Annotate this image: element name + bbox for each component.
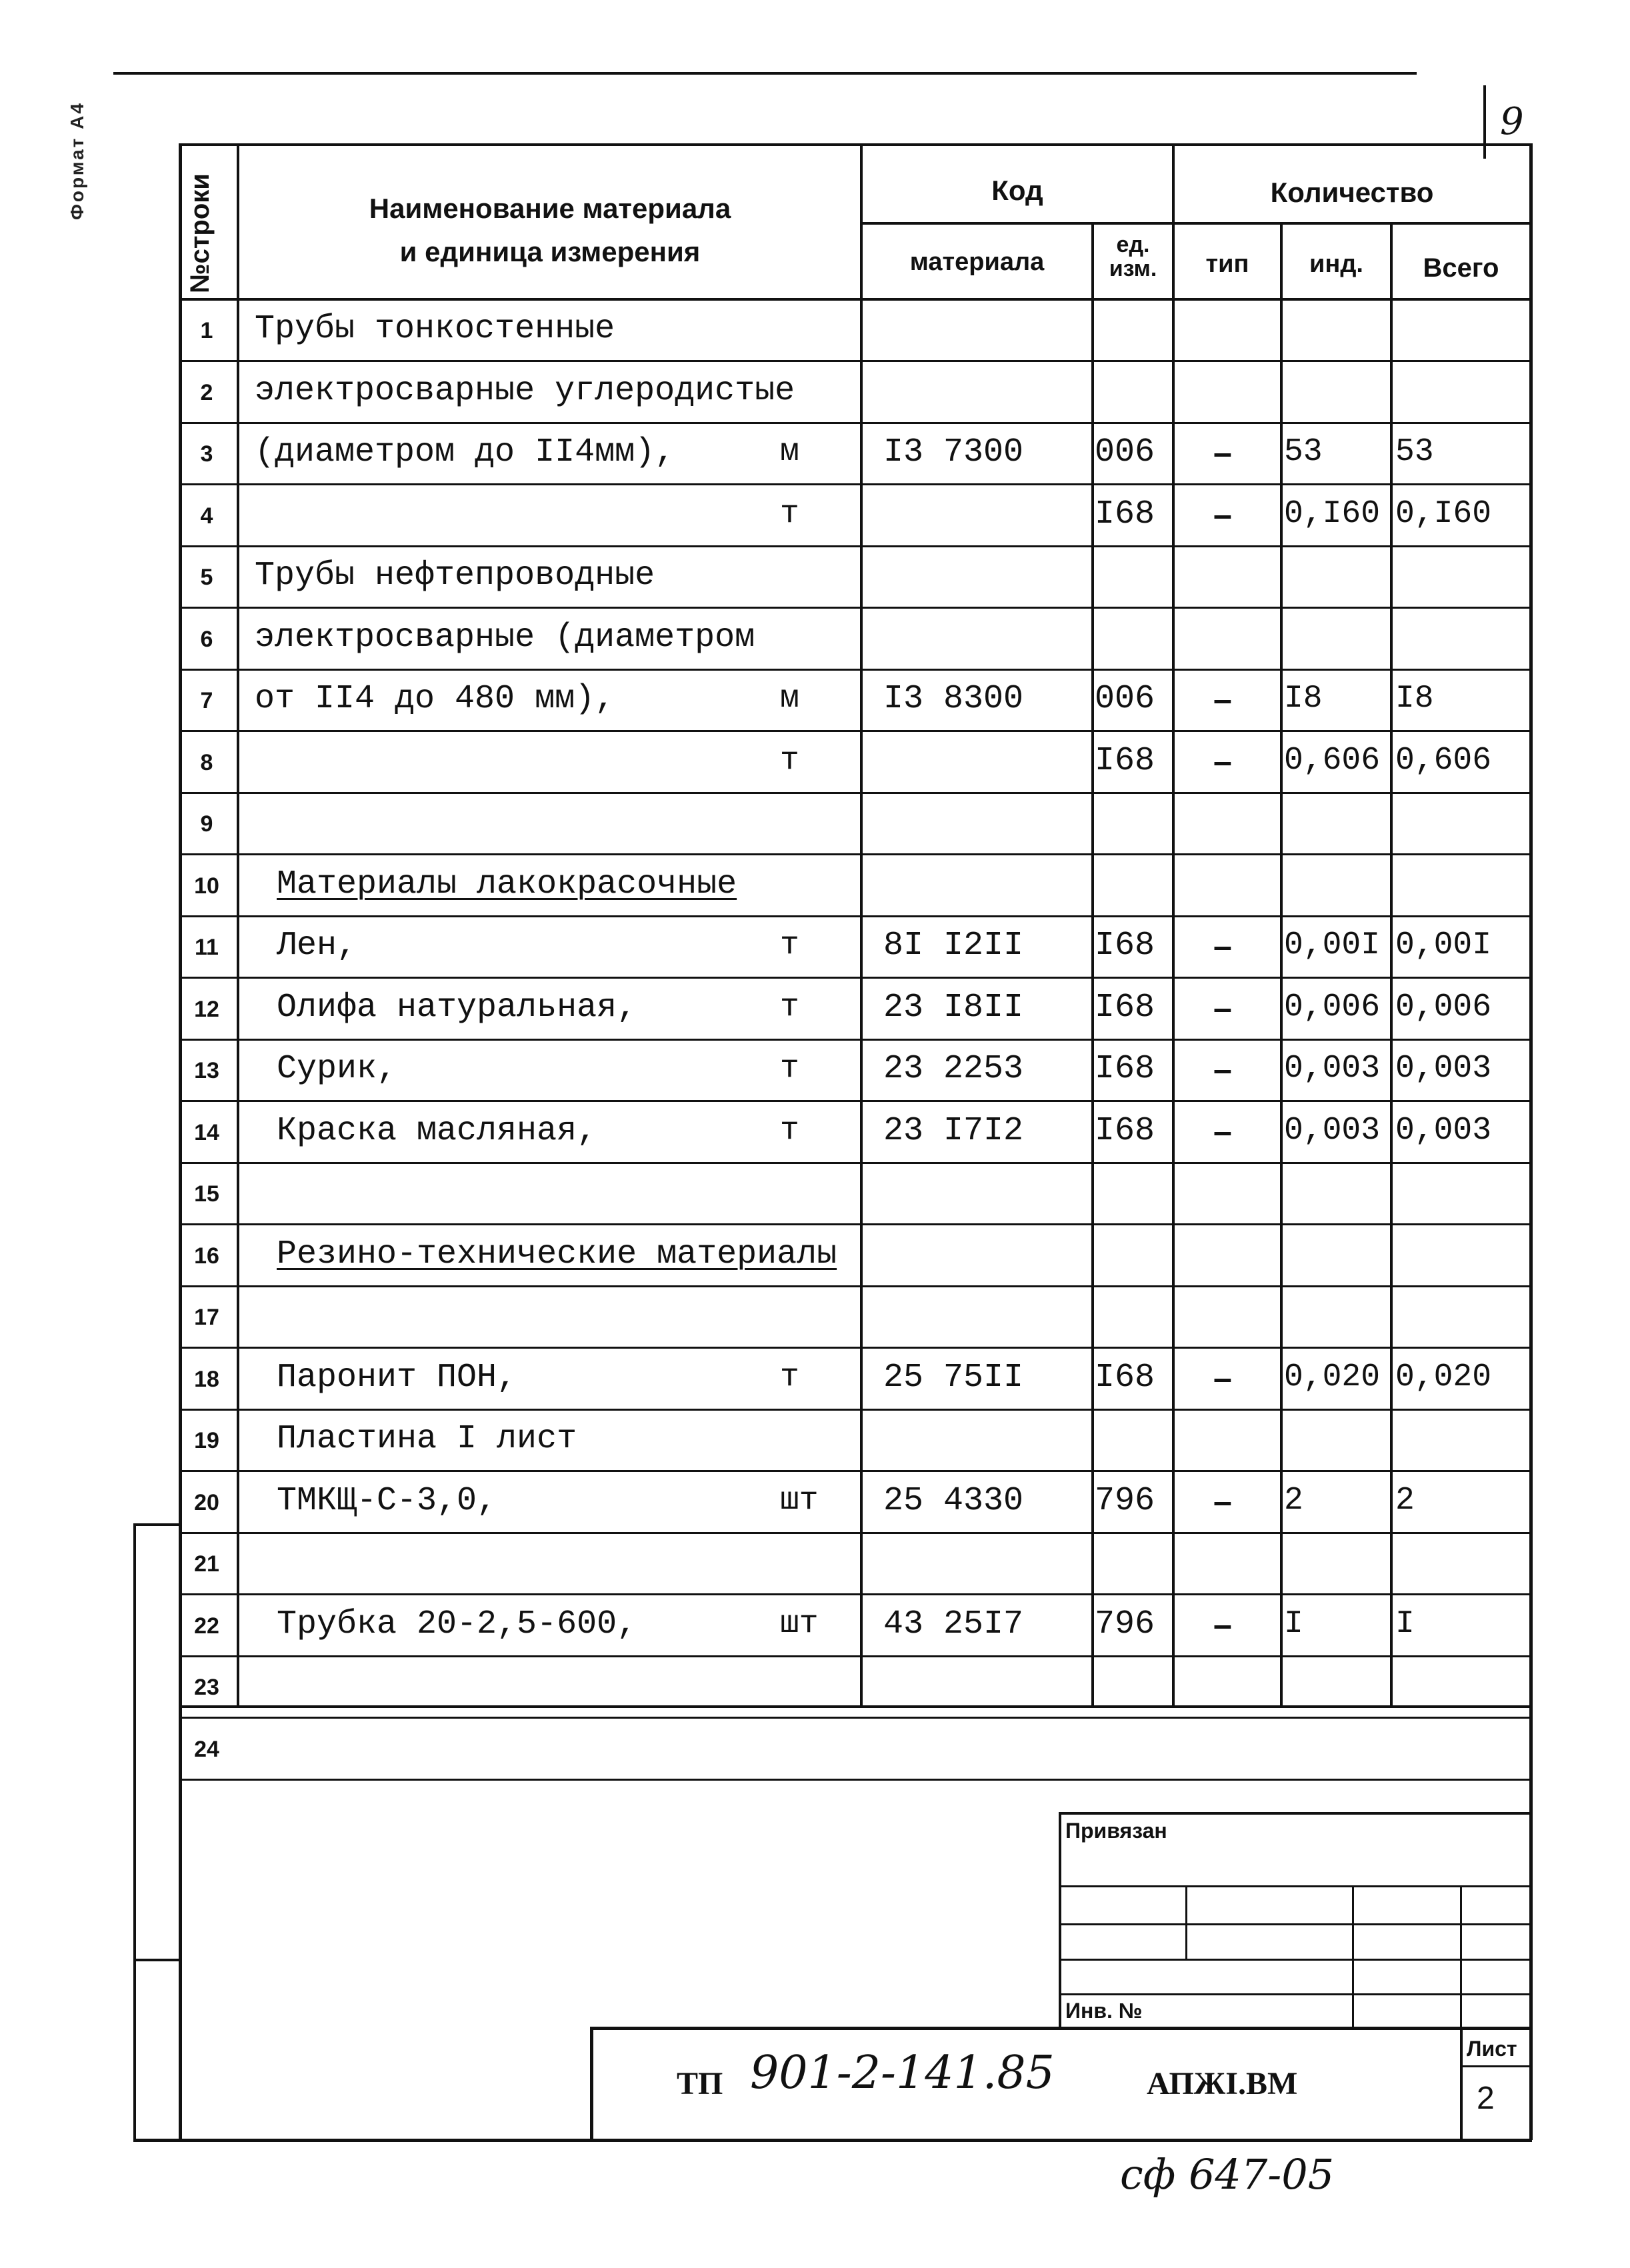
material-code: 23 I8II xyxy=(883,989,1024,1027)
material-name: Резино-технические материалы xyxy=(277,1235,837,1273)
header-qty-total: Всего xyxy=(1423,253,1499,283)
qty-individual: 2 xyxy=(1284,1483,1303,1519)
material-code: I3 8300 xyxy=(883,680,1024,718)
row-number: 16 xyxy=(194,1243,219,1269)
row-number: 8 xyxy=(200,750,213,775)
unit-label: т xyxy=(780,927,799,963)
qty-total: I8 xyxy=(1395,681,1434,717)
material-name: Пластина I лист xyxy=(277,1420,577,1458)
row-number: 21 xyxy=(194,1551,219,1577)
row-separator xyxy=(179,915,1532,917)
qty-individual: I8 xyxy=(1284,681,1323,717)
material-code: 25 4330 xyxy=(883,1482,1024,1520)
row-number: 1 xyxy=(200,318,213,343)
header-qty-type: тип xyxy=(1205,250,1249,278)
row-separator xyxy=(179,1347,1532,1349)
col-line-qty xyxy=(1172,143,1175,1707)
row-separator xyxy=(179,853,1532,855)
qty-type: – xyxy=(1213,1359,1232,1397)
left-margin-strip-outer xyxy=(133,1523,136,2140)
header-row-no: №строки xyxy=(185,173,215,293)
row-separator xyxy=(179,1100,1532,1102)
document-code: АПЖI.ВМ xyxy=(1147,2066,1298,2101)
header-subdivider xyxy=(860,222,1532,225)
material-name: Трубы тонкостенные xyxy=(255,310,615,348)
unit-label: м xyxy=(780,434,799,470)
row-number: 15 xyxy=(194,1181,219,1207)
inv-no-label: Инв. № xyxy=(1065,1999,1143,2023)
tp-prefix: ТП xyxy=(677,2066,723,2101)
sheet-number: 2 xyxy=(1477,2081,1495,2116)
material-name: Сурик, xyxy=(277,1050,397,1088)
qty-total: 2 xyxy=(1395,1483,1415,1519)
row-separator xyxy=(179,1655,1532,1657)
project-number: 901-2-141.85 xyxy=(750,2047,1055,2099)
unit-label: шт xyxy=(780,1483,819,1519)
header-qty-ind: инд. xyxy=(1309,250,1363,278)
unit-label: т xyxy=(780,1113,799,1149)
material-name: Краска масляная, xyxy=(277,1112,597,1150)
qty-type: – xyxy=(1213,743,1232,780)
material-name: ТМКЩ-С-3,0, xyxy=(277,1482,497,1520)
row-number: 17 xyxy=(194,1305,219,1330)
row-separator xyxy=(179,977,1532,979)
row-number: 6 xyxy=(200,627,213,652)
unit-code: I68 xyxy=(1095,495,1155,533)
unit-code: 796 xyxy=(1095,1482,1155,1520)
qty-individual: 0,003 xyxy=(1284,1051,1381,1087)
bottom-handwritten-note: сф 647-05 xyxy=(1120,2150,1335,2199)
row-separator xyxy=(179,1532,1532,1534)
left-margin-strip-divider xyxy=(133,1959,181,1961)
unit-code: 006 xyxy=(1095,680,1155,718)
approval-col-line-3 xyxy=(1460,1885,1462,2029)
material-name: Материалы лакокрасочные xyxy=(277,865,737,903)
row-separator xyxy=(179,1409,1532,1411)
col-line-unitcode xyxy=(1091,222,1094,1707)
sheet-label: Лист xyxy=(1467,2037,1517,2061)
table-right-border xyxy=(1529,143,1533,2140)
row-number: 23 xyxy=(194,1675,219,1700)
header-code: Код xyxy=(991,175,1043,206)
qty-total: 0,I60 xyxy=(1395,496,1492,532)
unit-label: шт xyxy=(780,1606,819,1642)
qty-individual: 0,003 xyxy=(1284,1113,1381,1149)
unit-label: т xyxy=(780,496,799,532)
page-number-box-left xyxy=(1483,85,1486,159)
qty-type: – xyxy=(1213,681,1232,718)
header-bottom-border xyxy=(179,298,1532,301)
left-margin-strip-top xyxy=(133,1523,181,1526)
material-code: I3 7300 xyxy=(883,433,1024,471)
unit-label: т xyxy=(780,1051,799,1087)
row-separator xyxy=(179,422,1532,424)
unit-label: т xyxy=(780,1359,799,1395)
stamp-sheet-hline xyxy=(1460,2065,1532,2067)
material-code: 43 25I7 xyxy=(883,1605,1024,1643)
approval-col-line-2 xyxy=(1352,1885,1354,2029)
row-number: 22 xyxy=(194,1613,219,1639)
row-separator xyxy=(179,1162,1532,1164)
header-quantity: Количество xyxy=(1270,177,1434,208)
top-rule xyxy=(113,72,1417,75)
row-number: 24 xyxy=(194,1737,219,1762)
material-code: 25 75II xyxy=(883,1359,1024,1397)
qty-total: 0,003 xyxy=(1395,1113,1492,1149)
qty-type: – xyxy=(1213,1606,1232,1643)
side-format-mark: Формат А4 xyxy=(67,101,87,220)
approval-top-border xyxy=(1059,1812,1532,1815)
qty-total: 0,00I xyxy=(1395,927,1492,963)
material-name: (диаметром до II4мм), xyxy=(255,433,675,471)
row-separator xyxy=(179,1285,1532,1287)
qty-individual: 0,006 xyxy=(1284,989,1381,1025)
row-separator xyxy=(179,1779,1532,1781)
unit-code: I68 xyxy=(1095,927,1155,965)
grid-bottom-border xyxy=(179,1705,1532,1708)
qty-type: – xyxy=(1213,1051,1232,1088)
qty-type: – xyxy=(1213,927,1232,965)
qty-total: 0,020 xyxy=(1395,1359,1492,1395)
material-name: Олифа натуральная, xyxy=(277,989,637,1027)
material-name: Трубы нефтепроводные xyxy=(255,557,655,595)
row-number: 2 xyxy=(200,380,213,405)
row-number: 18 xyxy=(194,1367,219,1392)
row-number: 4 xyxy=(200,503,213,529)
unit-label: т xyxy=(780,989,799,1025)
row-number: 19 xyxy=(194,1428,219,1453)
qty-total: 0,606 xyxy=(1395,743,1492,779)
row-separator xyxy=(179,360,1532,362)
row-separator xyxy=(179,1039,1532,1041)
table-left-border xyxy=(179,143,182,2140)
unit-label: т xyxy=(780,743,799,779)
row-separator xyxy=(179,545,1532,547)
row-number: 13 xyxy=(194,1058,219,1083)
col-line-rownum xyxy=(237,143,239,1707)
qty-individual: I xyxy=(1284,1606,1303,1642)
material-name: электросварные (диаметром xyxy=(255,619,755,657)
row-separator xyxy=(179,607,1532,609)
qty-type: – xyxy=(1213,1483,1232,1520)
approval-left-border xyxy=(1059,1812,1061,2029)
qty-total: 0,003 xyxy=(1395,1051,1492,1087)
row-separator xyxy=(179,1593,1532,1595)
approval-col-line-1 xyxy=(1185,1885,1187,1960)
row-separator xyxy=(179,1470,1532,1472)
row-separator xyxy=(179,730,1532,732)
qty-individual: 0,606 xyxy=(1284,743,1381,779)
qty-type: – xyxy=(1213,989,1232,1027)
unit-code: I68 xyxy=(1095,1359,1155,1397)
row-number: 12 xyxy=(194,997,219,1022)
row-separator xyxy=(179,1717,1532,1719)
unit-code: 006 xyxy=(1095,433,1155,471)
stamp-sheet-divider xyxy=(1460,2027,1463,2140)
table-top-border xyxy=(179,143,1532,146)
material-code: 8I I2II xyxy=(883,927,1024,965)
material-name: Трубка 20-2,5-600, xyxy=(277,1605,637,1643)
header-name: Наименование материала и единица измерения xyxy=(369,193,731,268)
qty-total: 0,006 xyxy=(1395,989,1492,1025)
row-number: 14 xyxy=(194,1120,219,1145)
qty-individual: 0,020 xyxy=(1284,1359,1381,1395)
material-name: от II4 до 480 мм), xyxy=(255,680,615,718)
col-line-total xyxy=(1390,222,1393,1707)
unit-label: м xyxy=(780,681,799,717)
header-code-unit: ед. изм. xyxy=(1109,232,1157,281)
material-code: 23 2253 xyxy=(883,1050,1024,1088)
page-number: 9 xyxy=(1500,100,1524,143)
row-number: 5 xyxy=(200,565,213,590)
row-number: 9 xyxy=(200,811,213,837)
unit-code: 796 xyxy=(1095,1605,1155,1643)
row-number: 3 xyxy=(200,441,213,467)
row-number: 10 xyxy=(194,873,219,899)
unit-code: I68 xyxy=(1095,1112,1155,1150)
row-separator xyxy=(179,483,1532,485)
material-name: Лен, xyxy=(277,927,357,965)
col-line-ind xyxy=(1280,222,1283,1707)
qty-individual: 53 xyxy=(1284,434,1323,470)
material-name: Паронит ПОН, xyxy=(277,1359,517,1397)
qty-total: 53 xyxy=(1395,434,1434,470)
qty-total: I xyxy=(1395,1606,1415,1642)
col-line-code xyxy=(860,143,863,1707)
unit-code: I68 xyxy=(1095,742,1155,780)
material-code: 23 I7I2 xyxy=(883,1112,1024,1150)
stamp-left-border xyxy=(590,2027,593,2140)
unit-code: I68 xyxy=(1095,1050,1155,1088)
row-number: 11 xyxy=(195,935,219,960)
material-name: электросварные углеродистые xyxy=(255,372,795,410)
privyazan-label: Привязан xyxy=(1065,1819,1167,1843)
unit-code: I68 xyxy=(1095,989,1155,1027)
stamp-top-border xyxy=(590,2027,1532,2030)
row-separator xyxy=(179,1223,1532,1225)
qty-individual: 0,I60 xyxy=(1284,496,1381,532)
row-separator xyxy=(179,669,1532,671)
qty-type: – xyxy=(1213,1113,1232,1150)
qty-individual: 0,00I xyxy=(1284,927,1381,963)
qty-type: – xyxy=(1213,496,1232,533)
row-number: 7 xyxy=(200,688,213,713)
row-separator xyxy=(179,792,1532,794)
frame-bottom-border xyxy=(133,2139,1532,2142)
qty-type: – xyxy=(1213,434,1232,471)
row-number: 20 xyxy=(194,1490,219,1515)
header-code-material: материала xyxy=(909,248,1045,276)
